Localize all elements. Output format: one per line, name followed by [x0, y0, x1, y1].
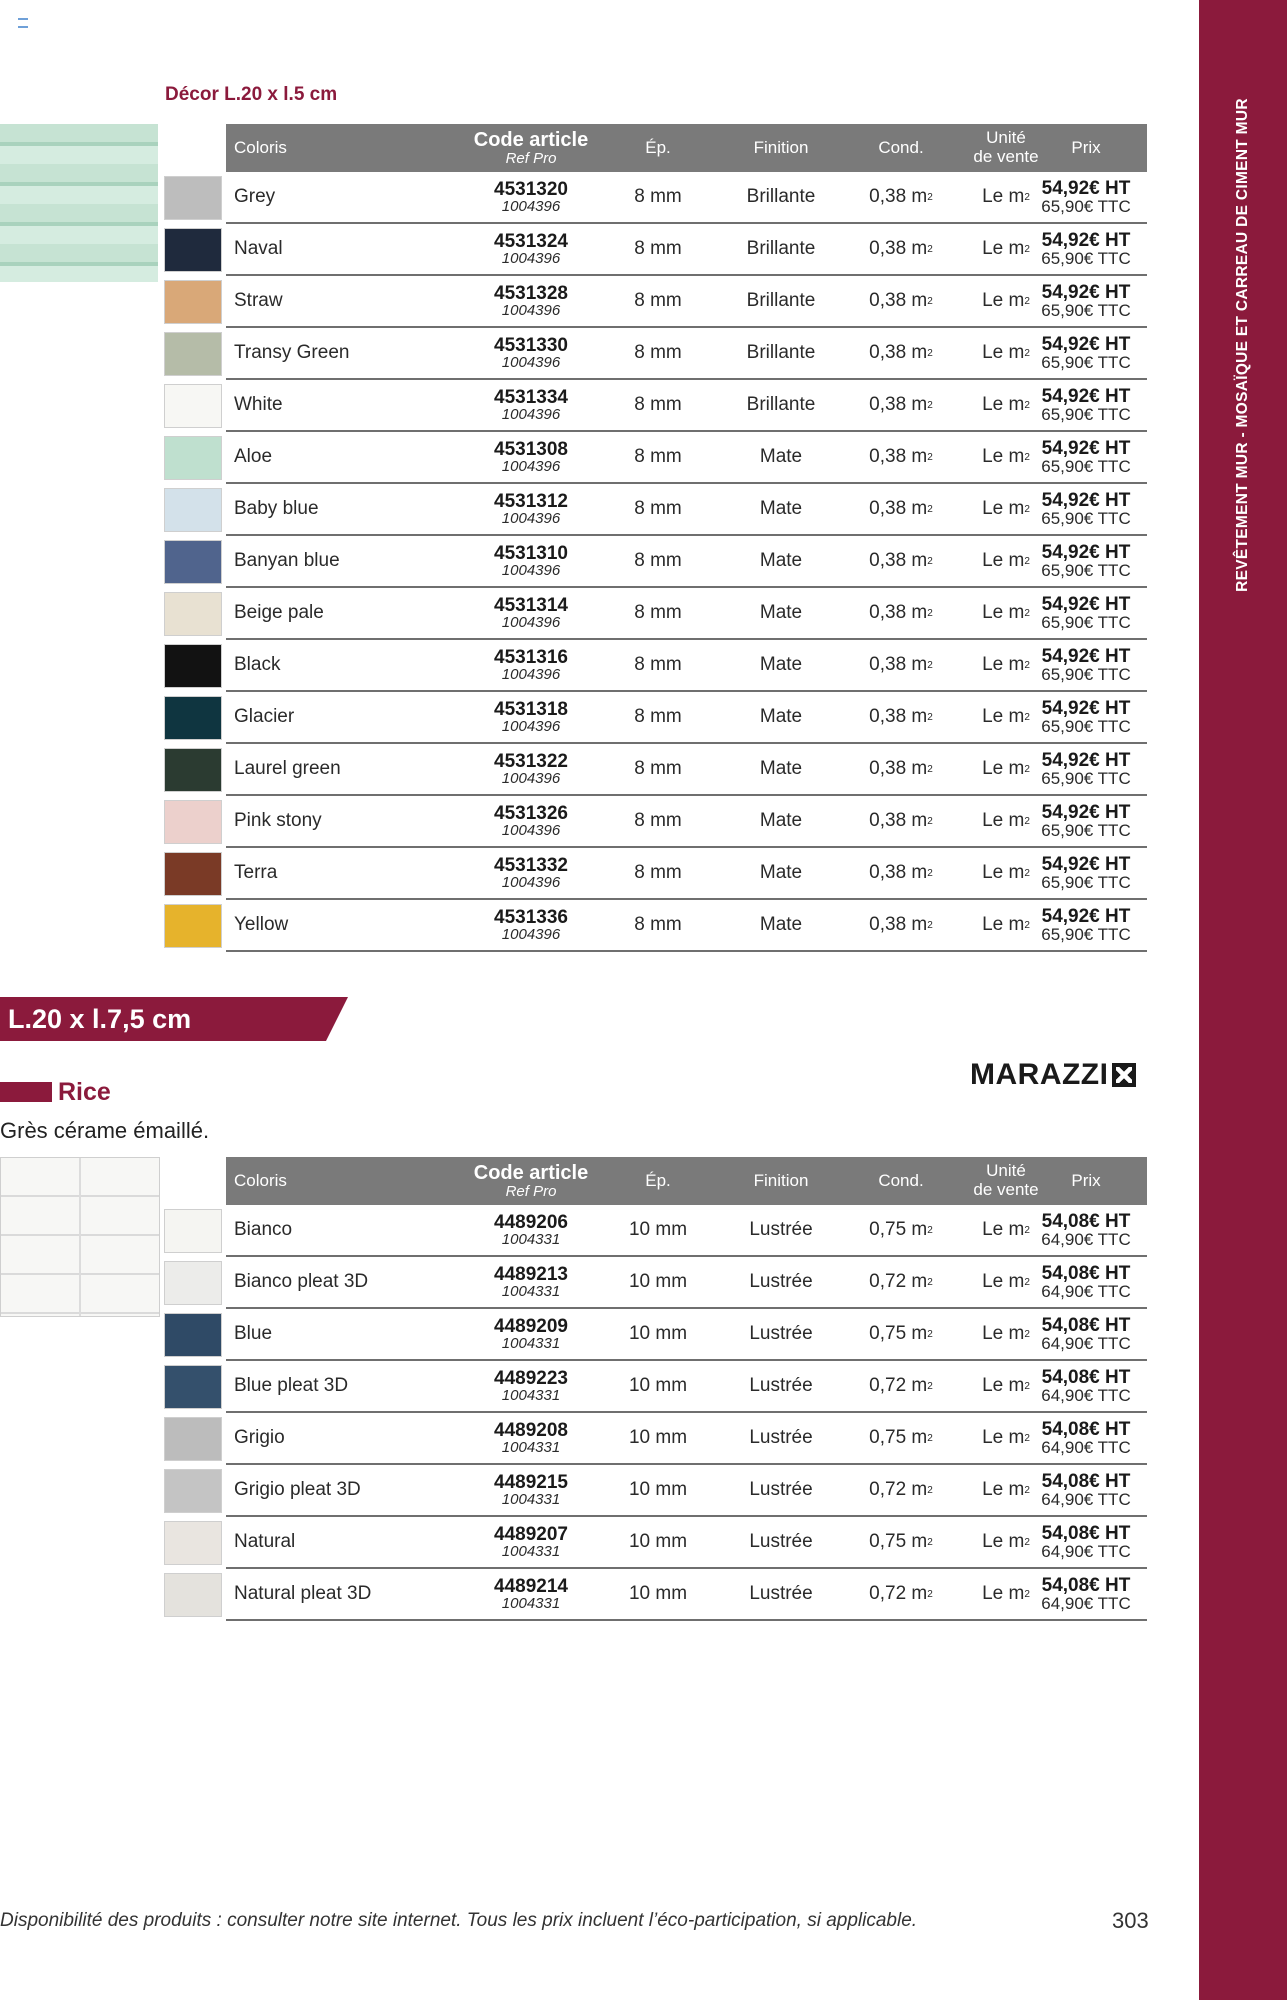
coloris-name: Aloe [234, 446, 273, 467]
packaging: 0,75 m 2 [869, 1323, 933, 1344]
price: 54,92€ HT 65,90€ TTC [1041, 750, 1131, 788]
sidebar-label: REVÊTEMENT MUR - MOSAÏQUE ET CARREAU DE CIMENT MUR [1234, 98, 1251, 592]
sale-unit: Le m 2 [982, 654, 1030, 675]
price: 54,08€ HT 64,90€ TTC [1041, 1263, 1131, 1301]
sale-unit: Le m 2 [982, 498, 1030, 519]
thickness: 8 mm [634, 342, 682, 363]
header-code: Code article Ref Pro [473, 128, 589, 167]
header-coloris: Coloris [234, 137, 287, 157]
brand-name: MARAZZI [970, 1058, 1109, 1091]
thickness: 8 mm [634, 186, 682, 207]
coloris-name: Black [234, 654, 281, 675]
header-prix: Prix [1071, 137, 1101, 157]
sale-unit: Le m 2 [982, 1219, 1030, 1240]
coloris-name: Bianco pleat 3D [234, 1271, 369, 1292]
finish: Lustrée [749, 1271, 813, 1292]
packaging: 0,72 m 2 [869, 1479, 933, 1500]
article-code: 4531318 1004396 [494, 699, 568, 735]
size-banner-label: L.20 x l.7,5 cm [8, 1004, 192, 1034]
price: 54,92€ HT 65,90€ TTC [1041, 542, 1131, 580]
color-swatch [164, 1573, 222, 1617]
color-swatch [164, 644, 222, 688]
sale-unit: Le m 2 [982, 238, 1030, 259]
finish: Lustrée [749, 1219, 813, 1240]
header-finition: Finition [753, 1170, 809, 1190]
header-code: Code article Ref Pro [473, 1161, 589, 1200]
price: 54,08€ HT 64,90€ TTC [1041, 1471, 1131, 1509]
coloris-name: Bianco [234, 1219, 293, 1240]
table-header [226, 1157, 1147, 1205]
color-swatch [164, 280, 222, 324]
sale-unit: Le m 2 [982, 1583, 1030, 1604]
thickness: 8 mm [634, 498, 682, 519]
sale-unit: Le m 2 [982, 862, 1030, 883]
header-cond: Cond. [878, 137, 924, 157]
price: 54,92€ HT 65,90€ TTC [1041, 178, 1131, 216]
sale-unit: Le m 2 [982, 758, 1030, 779]
color-swatch [164, 384, 222, 428]
finish: Mate [759, 654, 803, 675]
finish: Mate [759, 758, 803, 779]
coloris-name: Grigio pleat 3D [234, 1479, 361, 1500]
article-code: 4531322 1004396 [494, 751, 568, 787]
coloris-name: Baby blue [234, 498, 319, 519]
finish: Mate [759, 550, 803, 571]
table-row [226, 796, 1147, 848]
table-row [226, 536, 1147, 588]
table-row [226, 1569, 1147, 1621]
price: 54,08€ HT 64,90€ TTC [1041, 1315, 1131, 1353]
sale-unit: Le m 2 [982, 602, 1030, 623]
article-code: 4531324 1004396 [494, 231, 568, 267]
article-code: 4489214 1004331 [494, 1576, 568, 1612]
sale-unit: Le m 2 [982, 1323, 1030, 1344]
rice-accent-bar [0, 1082, 52, 1102]
color-swatch [164, 1521, 222, 1565]
price: 54,92€ HT 65,90€ TTC [1041, 802, 1131, 840]
price: 54,92€ HT 65,90€ TTC [1041, 594, 1131, 632]
color-swatch [164, 488, 222, 532]
article-code: 4489206 1004331 [494, 1212, 568, 1248]
corner-mark [18, 18, 28, 28]
finish: Mate [759, 810, 803, 831]
article-code: 4531308 1004396 [494, 439, 568, 475]
header-ep: Ép. [645, 137, 671, 157]
table-row [226, 640, 1147, 692]
article-code: 4531326 1004396 [494, 803, 568, 839]
finish: Brillante [746, 342, 816, 363]
finish: Lustrée [749, 1583, 813, 1604]
table-row [226, 848, 1147, 900]
thickness: 10 mm [628, 1271, 688, 1292]
packaging: 0,38 m 2 [869, 862, 933, 883]
coloris-name: Pink stony [234, 810, 322, 831]
coloris-name: Banyan blue [234, 550, 340, 571]
header-ep: Ép. [645, 1170, 671, 1190]
table-row [226, 692, 1147, 744]
coloris-name: Glacier [234, 706, 295, 727]
packaging: 0,72 m 2 [869, 1583, 933, 1604]
coloris-name: Beige pale [234, 602, 324, 623]
color-swatch [164, 228, 222, 272]
finish: Mate [759, 914, 803, 935]
table-row [226, 432, 1147, 484]
color-swatch [164, 1469, 222, 1513]
article-code: 4531314 1004396 [494, 595, 568, 631]
finish: Mate [759, 498, 803, 519]
article-code: 4531330 1004396 [494, 335, 568, 371]
color-swatch [164, 904, 222, 948]
price: 54,92€ HT 65,90€ TTC [1041, 490, 1131, 528]
coloris-name: Naval [234, 238, 283, 259]
rice-product-table [226, 1157, 1147, 1621]
thickness: 8 mm [634, 602, 682, 623]
price: 54,08€ HT 64,90€ TTC [1041, 1211, 1131, 1249]
table-row [226, 900, 1147, 952]
packaging: 0,38 m 2 [869, 758, 933, 779]
packaging: 0,38 m 2 [869, 914, 933, 935]
color-swatch [164, 852, 222, 896]
decor-tile-photo [0, 124, 158, 282]
thickness: 10 mm [628, 1427, 688, 1448]
article-code: 4531316 1004396 [494, 647, 568, 683]
price: 54,92€ HT 65,90€ TTC [1041, 854, 1131, 892]
packaging: 0,75 m 2 [869, 1219, 933, 1240]
price: 54,92€ HT 65,90€ TTC [1041, 698, 1131, 736]
sale-unit: Le m 2 [982, 1427, 1030, 1448]
article-code: 4489209 1004331 [494, 1316, 568, 1352]
finish: Brillante [746, 394, 816, 415]
color-swatch [164, 592, 222, 636]
color-swatch [164, 1209, 222, 1253]
thickness: 8 mm [634, 862, 682, 883]
table-row [226, 1257, 1147, 1309]
color-swatch [164, 1417, 222, 1461]
packaging: 0,38 m 2 [869, 654, 933, 675]
sale-unit: Le m 2 [982, 1375, 1030, 1396]
sale-unit: Le m 2 [982, 446, 1030, 467]
table-row [226, 328, 1147, 380]
sale-unit: Le m 2 [982, 186, 1030, 207]
coloris-name: Straw [234, 290, 283, 311]
table-row [226, 744, 1147, 796]
color-swatch [164, 696, 222, 740]
finish: Lustrée [749, 1323, 813, 1344]
thickness: 10 mm [628, 1323, 688, 1344]
header-prix: Prix [1071, 1170, 1101, 1190]
price: 54,08€ HT 64,90€ TTC [1041, 1523, 1131, 1561]
coloris-name: Blue [234, 1323, 273, 1344]
packaging: 0,75 m 2 [869, 1427, 933, 1448]
sale-unit: Le m 2 [982, 1479, 1030, 1500]
price: 54,08€ HT 64,90€ TTC [1041, 1367, 1131, 1405]
table-row [226, 380, 1147, 432]
article-code: 4489215 1004331 [494, 1472, 568, 1508]
thickness: 8 mm [634, 446, 682, 467]
article-code: 4489223 1004331 [494, 1368, 568, 1404]
header-unite: Unité de vente [973, 1161, 1039, 1199]
coloris-name: Transy Green [234, 342, 350, 363]
article-code: 4489208 1004331 [494, 1420, 568, 1456]
article-code: 4531312 1004396 [494, 491, 568, 527]
coloris-name: Natural pleat 3D [234, 1583, 372, 1604]
table-row [226, 172, 1147, 224]
finish: Lustrée [749, 1375, 813, 1396]
finish: Lustrée [749, 1479, 813, 1500]
thickness: 10 mm [628, 1375, 688, 1396]
table-row [226, 1517, 1147, 1569]
color-swatch [164, 540, 222, 584]
article-code: 4531310 1004396 [494, 543, 568, 579]
thickness: 10 mm [628, 1219, 688, 1240]
color-swatch [164, 176, 222, 220]
rice-title: Rice [58, 1078, 111, 1106]
price: 54,92€ HT 65,90€ TTC [1041, 646, 1131, 684]
thickness: 8 mm [634, 654, 682, 675]
price: 54,08€ HT 64,90€ TTC [1041, 1419, 1131, 1457]
sale-unit: Le m 2 [982, 290, 1030, 311]
sale-unit: Le m 2 [982, 550, 1030, 571]
finish: Brillante [746, 186, 816, 207]
thickness: 8 mm [634, 394, 682, 415]
finish: Mate [759, 446, 803, 467]
packaging: 0,38 m 2 [869, 238, 933, 259]
article-code: 4531334 1004396 [494, 387, 568, 423]
table-header [226, 124, 1147, 172]
color-swatch [164, 332, 222, 376]
sale-unit: Le m 2 [982, 1531, 1030, 1552]
price: 54,92€ HT 65,90€ TTC [1041, 334, 1131, 372]
color-swatch [164, 748, 222, 792]
table-row [226, 484, 1147, 536]
thickness: 8 mm [634, 290, 682, 311]
article-code: 4531332 1004396 [494, 855, 568, 891]
header-unite: Unité de vente [973, 128, 1039, 166]
sale-unit: Le m 2 [982, 1271, 1030, 1292]
thickness: 8 mm [634, 758, 682, 779]
finish: Lustrée [749, 1427, 813, 1448]
article-code: 4489207 1004331 [494, 1524, 568, 1560]
article-code: 4489213 1004331 [494, 1264, 568, 1300]
packaging: 0,38 m 2 [869, 394, 933, 415]
coloris-name: White [234, 394, 283, 415]
table-row [226, 1465, 1147, 1517]
header-finition: Finition [753, 137, 809, 157]
packaging: 0,38 m 2 [869, 550, 933, 571]
coloris-name: Grigio [234, 1427, 285, 1448]
coloris-name: Grey [234, 186, 276, 207]
coloris-name: Natural [234, 1531, 296, 1552]
coloris-name: Blue pleat 3D [234, 1375, 349, 1396]
rice-subtitle: Grès cérame émaillé. [0, 1118, 210, 1143]
thickness: 8 mm [634, 810, 682, 831]
thickness: 8 mm [634, 914, 682, 935]
packaging: 0,38 m 2 [869, 446, 933, 467]
packaging: 0,38 m 2 [869, 706, 933, 727]
finish: Mate [759, 706, 803, 727]
table-row [226, 1361, 1147, 1413]
sale-unit: Le m 2 [982, 914, 1030, 935]
finish: Brillante [746, 290, 816, 311]
article-code: 4531320 1004396 [494, 179, 568, 215]
packaging: 0,72 m 2 [869, 1271, 933, 1292]
finish: Mate [759, 862, 803, 883]
sale-unit: Le m 2 [982, 706, 1030, 727]
price: 54,92€ HT 65,90€ TTC [1041, 386, 1131, 424]
color-swatch [164, 436, 222, 480]
thickness: 10 mm [628, 1479, 688, 1500]
thickness: 10 mm [628, 1531, 688, 1552]
sale-unit: Le m 2 [982, 342, 1030, 363]
packaging: 0,72 m 2 [869, 1375, 933, 1396]
table-row [226, 276, 1147, 328]
thickness: 8 mm [634, 706, 682, 727]
packaging: 0,38 m 2 [869, 602, 933, 623]
packaging: 0,38 m 2 [869, 810, 933, 831]
price: 54,92€ HT 65,90€ TTC [1041, 282, 1131, 320]
color-swatch [164, 1313, 222, 1357]
packaging: 0,75 m 2 [869, 1531, 933, 1552]
finish: Mate [759, 602, 803, 623]
page-number: 303 [1112, 1908, 1149, 1933]
sale-unit: Le m 2 [982, 810, 1030, 831]
packaging: 0,38 m 2 [869, 186, 933, 207]
brand-mark-icon [1112, 1063, 1136, 1087]
article-code: 4531328 1004396 [494, 283, 568, 319]
sale-unit: Le m 2 [982, 394, 1030, 415]
section-title-decor: Décor L.20 x l.5 cm [165, 84, 338, 105]
color-swatch [164, 1365, 222, 1409]
packaging: 0,38 m 2 [869, 498, 933, 519]
footer-note: Disponibilité des produits : consulter notre site internet. Tous les prix incluent l’éco-participation, si applicable. [0, 1910, 918, 1931]
color-swatch [164, 1261, 222, 1305]
thickness: 8 mm [634, 550, 682, 571]
table-row [226, 224, 1147, 276]
coloris-name: Yellow [234, 914, 289, 935]
header-cond: Cond. [878, 1170, 924, 1190]
article-code: 4531336 1004396 [494, 907, 568, 943]
price: 54,92€ HT 65,90€ TTC [1041, 438, 1131, 476]
coloris-name: Terra [234, 862, 278, 883]
price: 54,92€ HT 65,90€ TTC [1041, 230, 1131, 268]
rice-tile-photo [0, 1157, 160, 1317]
table-row [226, 1205, 1147, 1257]
header-coloris: Coloris [234, 1170, 287, 1190]
color-swatch [164, 800, 222, 844]
price: 54,92€ HT 65,90€ TTC [1041, 906, 1131, 944]
finish: Lustrée [749, 1531, 813, 1552]
packaging: 0,38 m 2 [869, 290, 933, 311]
price: 54,08€ HT 64,90€ TTC [1041, 1575, 1131, 1613]
thickness: 8 mm [634, 238, 682, 259]
table-row [226, 1413, 1147, 1465]
finish: Brillante [746, 238, 816, 259]
brand-logo [970, 1058, 1136, 1092]
packaging: 0,38 m 2 [869, 342, 933, 363]
table-row [226, 1309, 1147, 1361]
decor-product-table [226, 124, 1147, 952]
thickness: 10 mm [628, 1583, 688, 1604]
coloris-name: Laurel green [234, 758, 341, 779]
table-row [226, 588, 1147, 640]
